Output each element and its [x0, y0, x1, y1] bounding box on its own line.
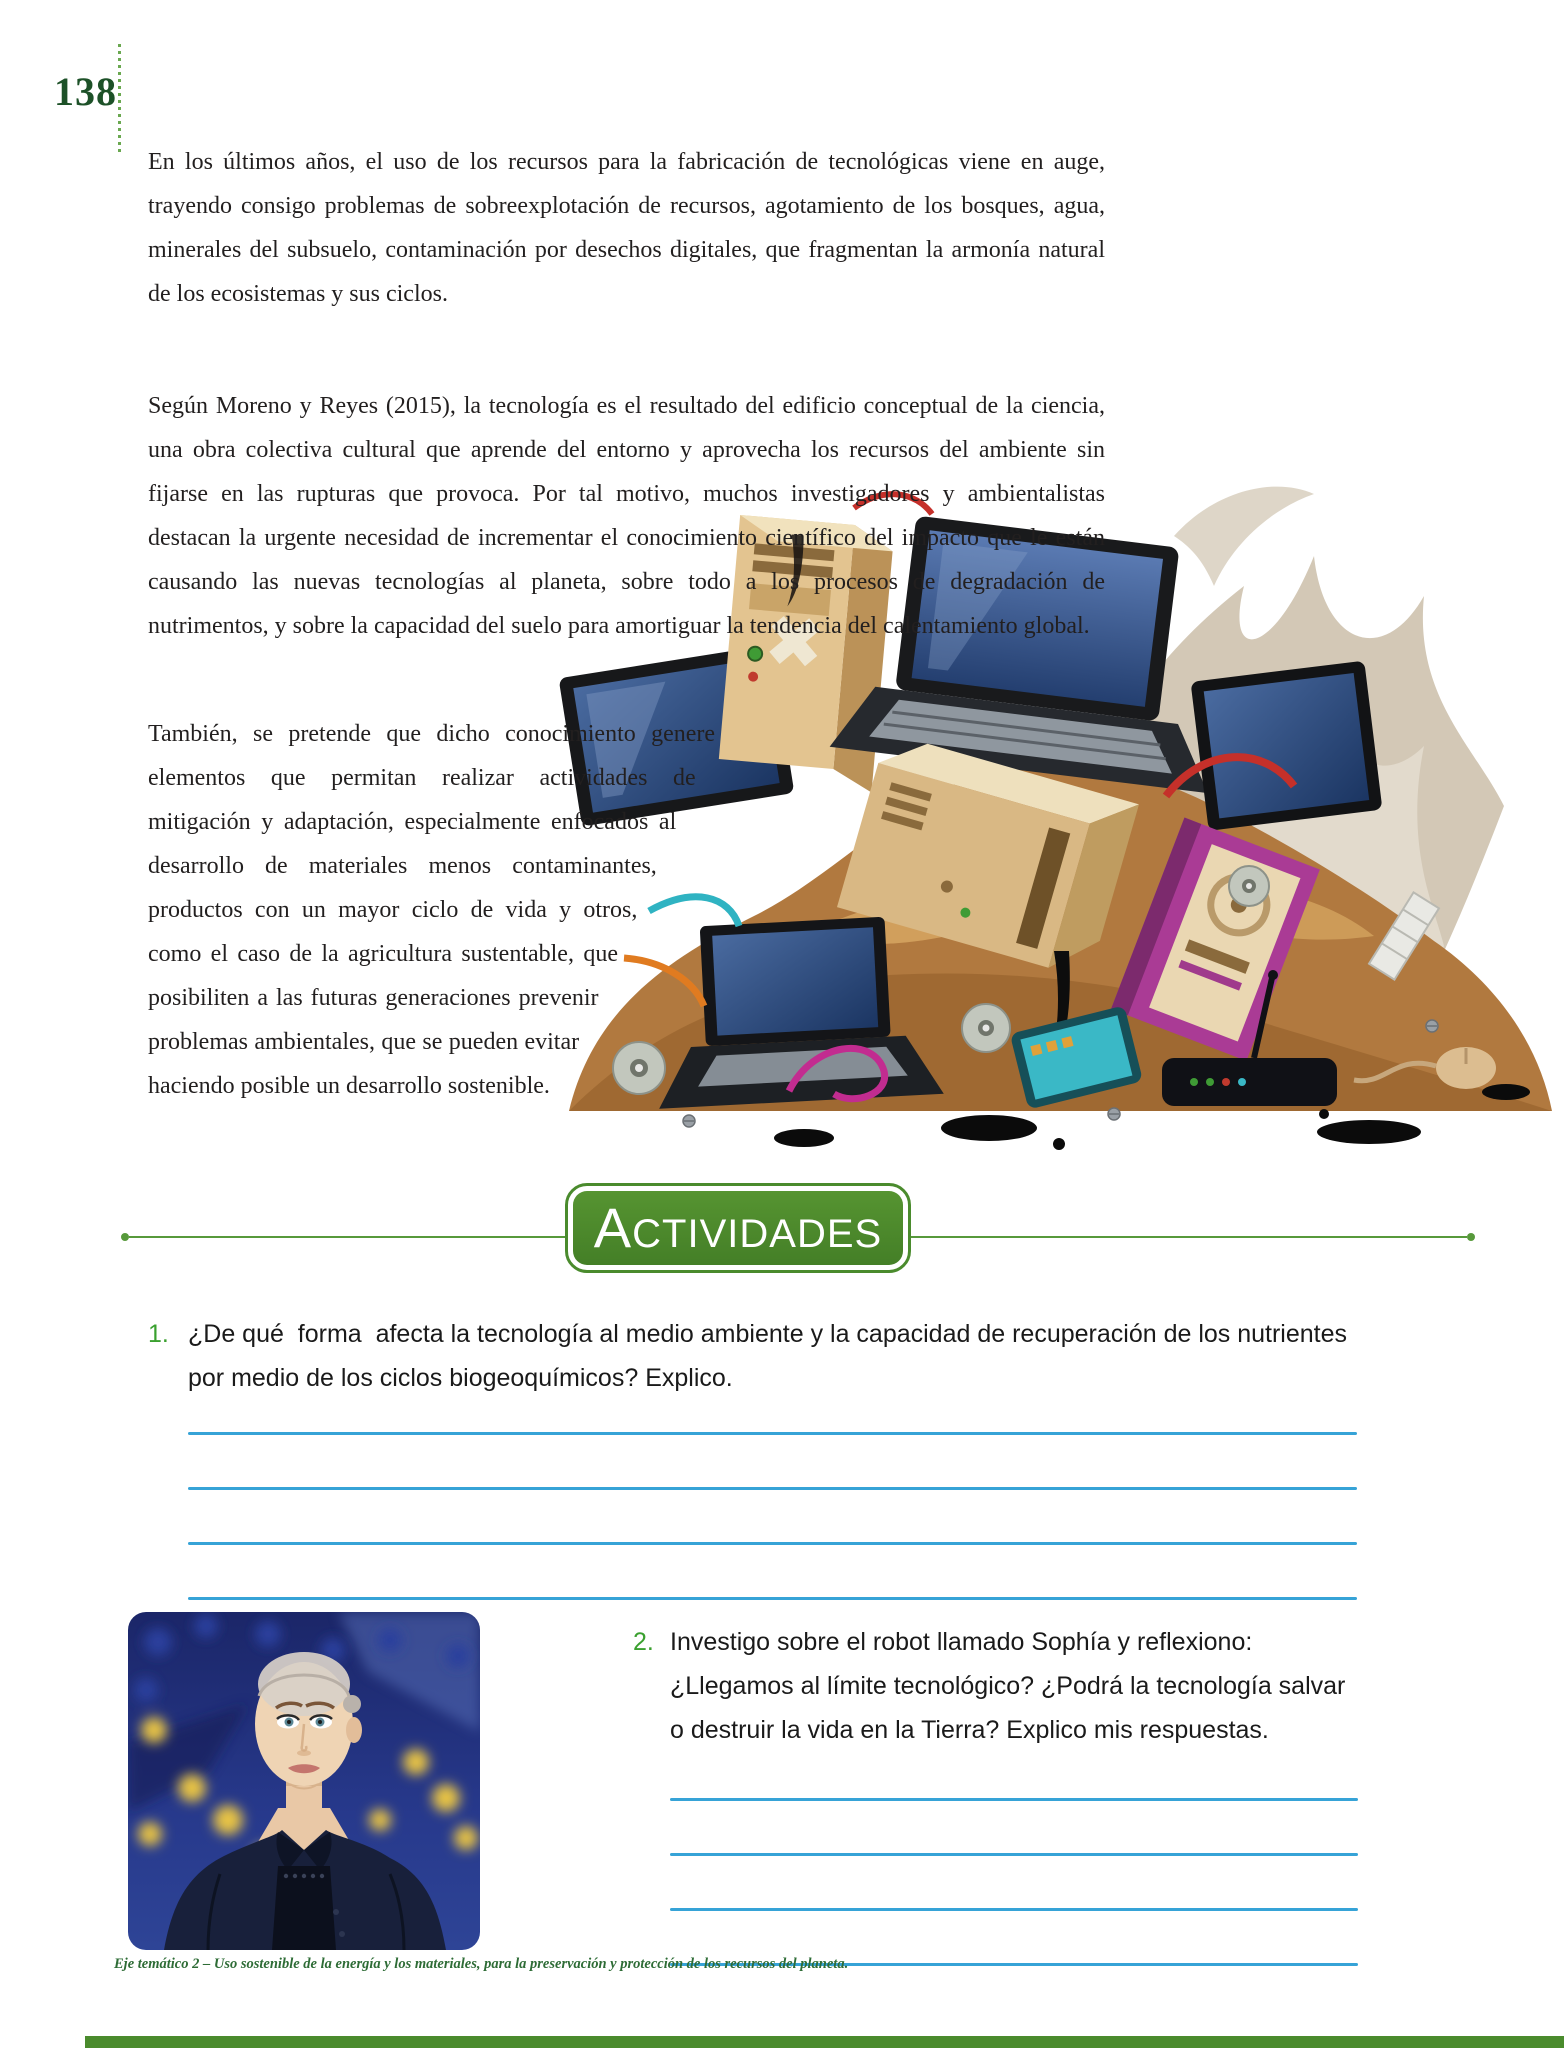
oil-drop: [1319, 1109, 1329, 1119]
answer-line: [188, 1542, 1357, 1545]
answer-line: [188, 1487, 1357, 1490]
body-paragraph-3-wrap: [148, 712, 1105, 1182]
cd-disc: [1229, 866, 1269, 906]
body-paragraph-3: También, se pretende que dicho conocimiento genere elementos que permitan realizar actividades de mitigación y adaptación, especialmente enfocados al desarrollo de materiales menos contaminantes, productos con un mayor ciclo de vida y otros, como el caso de la agricultura sustentable, que posibiliten a las futuras generaciones prevenir problemas ambientales, que se pueden evitar haciendo posible un desarrollo sostenible.: [148, 721, 716, 1099]
answer-line: [670, 1798, 1358, 1801]
activity-1-number: 1.: [148, 1320, 169, 1348]
answer-line: [188, 1432, 1357, 1435]
answer-line: [670, 1853, 1358, 1856]
activity-2-number: 2.: [633, 1628, 654, 1656]
answer-line: [188, 1597, 1357, 1600]
screw: [1426, 1020, 1438, 1032]
activity-1-text: ¿De qué forma afecta la tecnología al medio ambiente y la capacidad de recuperación de los nutrientes por medio de los ciclos biogeoquímicos? Explico.: [188, 1320, 1354, 1392]
activities-banner: [565, 1183, 911, 1273]
activities-banner-label: ACTIVIDADES: [593, 1196, 883, 1259]
oil-blob: [1317, 1120, 1421, 1144]
activities-banner-inner: [573, 1191, 903, 1265]
margin-dotted-rule: [118, 44, 121, 152]
activity-2-answer-lines: [670, 1798, 1358, 2018]
flat-monitor-right: [1190, 661, 1382, 831]
bottom-green-bar: [85, 2036, 1564, 2048]
body-paragraph-2: Según Moreno y Reyes (2015), la tecnología es el resultado del edificio conceptual de la ciencia, una obra colectiva cultural que aprende del entorno y aprovecha los recursos del ambiente sin fijarse en las rupturas que provoca. Por tal motivo, muchos investigadores y ambientalistas destacan la urgente necesidad de incrementar el conocimiento científico del impacto que le están causando las nuevas tecnologías al planeta, sobre todo a los procesos de degradación de nutrimentos, y sobre la capacidad del suelo para amortiguar la tendencia del calentamiento global.: [148, 393, 1105, 639]
activity-2-text: Investigo sobre el robot llamado Sophía y reflexiono: ¿Llegamos al límite tecnológico? ¿Podrá la tecnología salvar o destruir la vida en la Tierra? Explico mis respuestas.: [670, 1628, 1353, 1744]
answer-line: [670, 1908, 1358, 1911]
screw: [1108, 1108, 1120, 1120]
smoke-wisp: [1174, 487, 1314, 586]
sophia-robot-photo: [128, 1612, 480, 1950]
oil-blob: [1482, 1084, 1530, 1100]
page-number: 138: [54, 69, 117, 114]
body-paragraph-1: En los últimos años, el uso de los recursos para la fabricación de tecnológicas viene en auge, trayendo consigo problemas de sobreexplotación de recursos, agotamiento de los bosques, agua, minerales del subsuelo, contaminación por desechos digitales, que fragmentan la armonía natural de los ecosistemas y sus ciclos.: [148, 149, 1105, 307]
footer-caption: Eje temático 2 – Uso sostenible de la energía y los materiales, para la preservación y protección de los recursos del planeta.: [114, 1956, 849, 1972]
